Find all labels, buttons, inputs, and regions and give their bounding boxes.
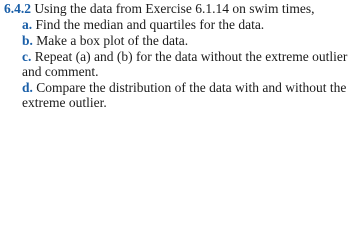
part-d-letter: d.	[22, 80, 33, 95]
part-a-letter: a.	[22, 17, 33, 32]
part-a-text: Find the median and quartiles for the data.	[35, 17, 265, 32]
part-d-continuation: extreme outlier.	[22, 95, 107, 110]
part-b	[22, 33, 188, 49]
exercise-block	[0, 0, 350, 112]
part-a	[22, 17, 264, 33]
part-c-letter: c.	[22, 49, 32, 64]
part-b-text: Make a box plot of the data.	[36, 33, 189, 48]
part-c-continuation: and comment.	[22, 64, 99, 79]
part-c-text: Repeat (a) and (b) for the data without the extreme outlier	[34, 49, 348, 64]
exercise-number: 6.4.2	[4, 1, 31, 16]
part-d	[22, 80, 346, 96]
part-d-text: Compare the distribution of the data with and without the	[36, 80, 347, 95]
part-c	[22, 49, 347, 65]
exercise-intro: Using the data from Exercise 6.1.14 on swim times,	[34, 1, 315, 16]
part-b-letter: b.	[22, 33, 33, 48]
exercise-intro-line	[4, 1, 314, 17]
